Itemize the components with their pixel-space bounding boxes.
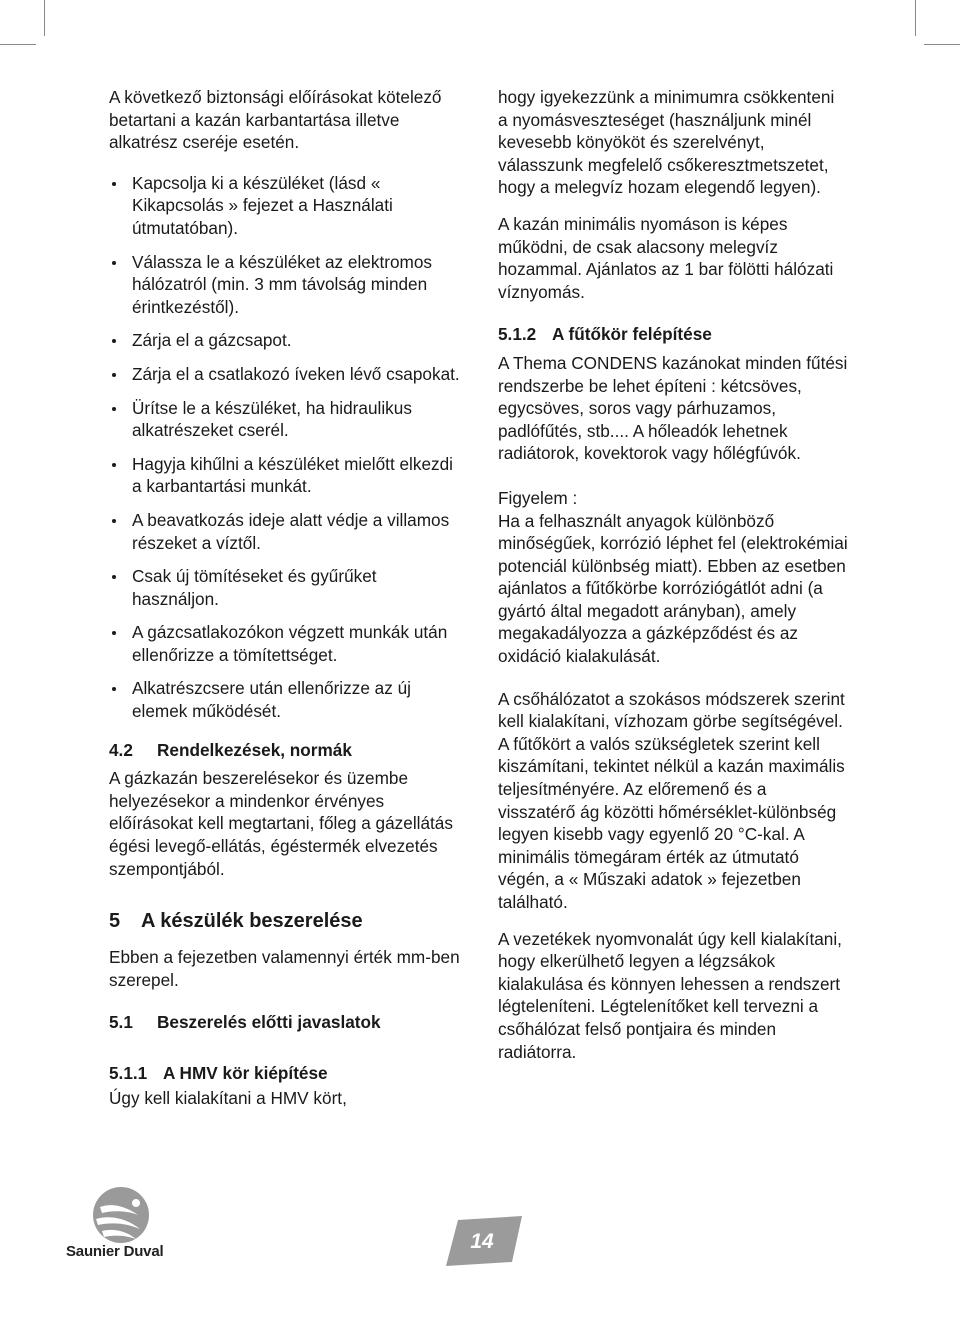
crop-mark-top-right — [915, 0, 916, 36]
bullet-item: Hagyja kihűlni a készüléket mielőtt elkezdi a karbantartási munkát. — [109, 453, 465, 498]
chapter-5-text: Ebben a fejezetben valamennyi érték mm-ben szerepel. — [109, 947, 460, 990]
warning-text: Ha a felhasznált anyagok különböző minőségűek, korrózió léphet fel (elektrokémiai potenciál különbség miatt). Ebben az esetben ajánlatos a fűtőkörbe korróziógátlót adni (a gyártó által megadott arányban), amely megakadályozza a gázképződést és az oxidáció kialakulását. — [498, 510, 848, 667]
bullet-item: Zárja el a csatlakozó íveken lévő csapokat. — [109, 363, 465, 386]
section-5-1-1-text: Úgy kell kialakítani a HMV kört, — [109, 1087, 347, 1108]
chapter-5-heading — [109, 908, 465, 934]
section-4-2-heading — [109, 739, 465, 762]
bullet-item: A beavatkozás ideje alatt védje a villamos részeket a víztől. — [109, 509, 465, 554]
right-column — [498, 86, 848, 1063]
warning-label: Figyelem : — [498, 487, 578, 508]
crop-mark-top-left — [44, 0, 45, 36]
chapter-title: A készülék beszerelése — [141, 910, 363, 933]
chapter-number: 5 — [109, 910, 121, 933]
crop-mark-top-right-horizontal — [924, 44, 960, 45]
pipe-routing-text: A vezetékek nyomvonalát úgy kell kialakítani, hogy elkerülhető legyen a légzsákok kialakulása és könnyen lehessen a rendszert légteleníteni. Légtelenítőket kell tervezni a csőhálózat felső pontjaira és minden radiátorra. — [498, 928, 842, 1062]
safety-intro: A következő biztonsági előírásokat kötelező betartani a kazán karbantartása illetve alkatrész cseréje esetén. — [109, 87, 442, 153]
hmv-continued-text: hogy igyekezzünk a minimumra csökkenteni a nyomásveszteséget (használjunk minél kevesebb könyököt és szerelvényt, válasszunk megfelelő csőkeresztmetszetet, hogy a melegvíz hozam elegendő legyen). — [498, 87, 835, 198]
bullet-item: A gázcsatlakozókon végzett munkák után ellenőrizze a tömítettséget. — [109, 621, 465, 666]
section-number: 4.2 — [109, 739, 133, 760]
section-5-1-1-heading — [109, 1062, 465, 1085]
left-column — [109, 86, 465, 1109]
heating-circuit-text: A Thema CONDENS kazánokat minden fűtési rendszerbe be lehet építeni : kétcsöves, egycsöves, soros vagy párhuzamos, padlófűtés, stb.... A hőleadók lehetnek radiátorok, kovektorok vagy hőlégfúvók. — [498, 352, 848, 464]
safety-bullet-list — [109, 172, 465, 723]
bullet-item: Zárja el a gázcsapot. — [109, 329, 465, 352]
bullet-item: Válassza le a készüléket az elektromos hálózatról (min. 3 mm távolság minden érintkezéstől). — [109, 251, 465, 319]
brand-name: Saunier Duval — [66, 1243, 164, 1260]
section-4-2-text: A gázkazán beszerelésekor és üzembe helyezésekor a mindenkor érvényes előírásokat kell megtartani, főleg a gázellátás égési levegő-ellátás, égéstermék elvezetés szempontjából. — [109, 768, 453, 879]
section-number: 5.1.1 — [109, 1063, 148, 1083]
section-5-1-heading — [109, 1011, 465, 1034]
page-number: 14 — [470, 1230, 494, 1253]
section-number: 5.1.2 — [498, 324, 537, 345]
section-title: Rendelkezések, normák — [157, 739, 352, 760]
section-title: A HMV kör kiépítése — [163, 1063, 328, 1083]
pipe-network-text: A csőhálózatot a szokásos módszerek szerint kell kialakítani, vízhozam görbe segítségével. A fűtőkört a valós szükségletek szerint kell kiszámítani, tekintet nélkül a kazán maximális teljesítményére. Az előremenő és a visszatérő ág közötti hőmérséklet-különbség legyen kisebb vagy egyenlő 20 °C-kal. A minimális tömegáram érték az útmutató végén, a « Műszaki adatok » fejezetben található. — [498, 688, 845, 912]
bullet-item: Csak új tömítéseket és gyűrűket használjon. — [109, 565, 465, 610]
section-title: Beszerelés előtti javaslatok — [157, 1012, 381, 1033]
section-title: A fűtőkör felépítése — [552, 324, 712, 345]
section-number: 5.1 — [109, 1012, 133, 1033]
bullet-item: Ürítse le a készüléket, ha hidraulikus alkatrészeket cserél. — [109, 397, 465, 442]
min-pressure-text: A kazán minimális nyomáson is képes működni, de csak alacsony melegvíz hozammal. Ajánlatos az 1 bar fölötti hálózati víznyomás. — [498, 213, 834, 302]
bullet-item: Alkatrészcsere után ellenőrizze az új elemek működését. — [109, 677, 465, 722]
saunier-duval-logo-icon — [66, 1185, 176, 1275]
section-5-1-2-heading — [498, 323, 848, 346]
bullet-item: Kapcsolja ki a készüléket (lásd « Kikapcsolás » fejezet a Használati útmutatóban). — [109, 172, 465, 240]
crop-mark-top-left-horizontal — [0, 44, 36, 45]
